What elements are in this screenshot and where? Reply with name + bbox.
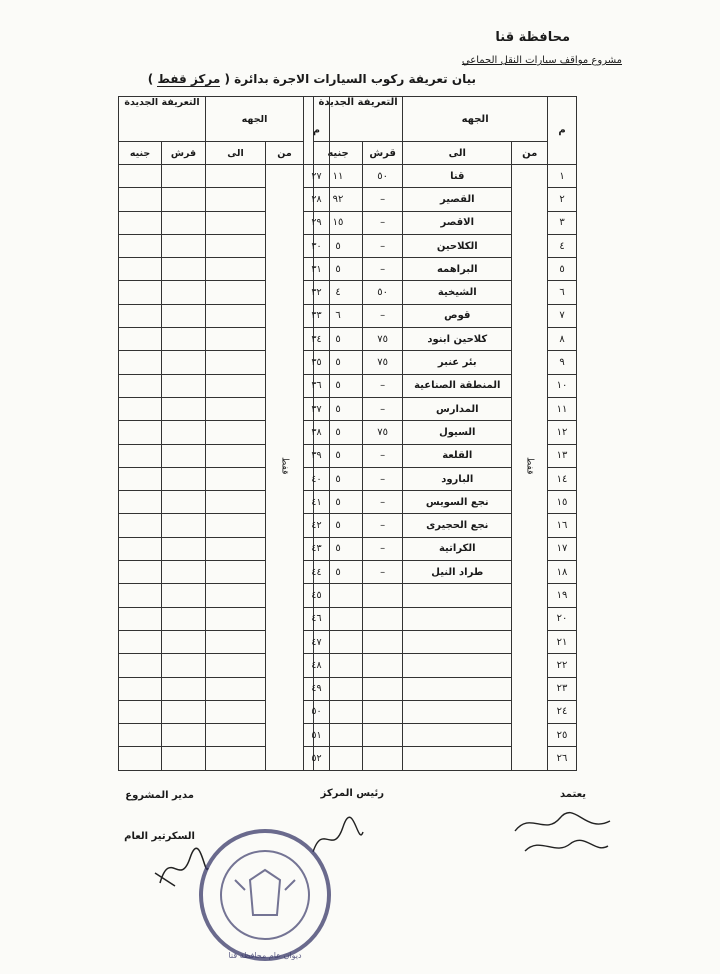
row-number: ١٩ (548, 584, 577, 607)
header-pound-left: جنيه (119, 142, 162, 165)
pound-cell: ٥ (314, 537, 363, 560)
destination-cell (403, 724, 512, 747)
destination-cell (206, 724, 266, 747)
row-number: ٩ (548, 351, 577, 374)
row-number: ١٦ (548, 514, 577, 537)
table-row (119, 165, 330, 188)
qirsh-cell (162, 211, 206, 234)
row-number: ٢٧ (304, 165, 330, 188)
qirsh-cell (162, 165, 206, 188)
qirsh-cell: – (363, 537, 403, 560)
pound-cell (119, 514, 162, 537)
row-number: ٢ (548, 188, 577, 211)
destination-cell (206, 281, 266, 304)
destination-cell: القصير (403, 188, 512, 211)
qirsh-cell: – (363, 444, 403, 467)
pound-cell (119, 211, 162, 234)
qirsh-cell (363, 654, 403, 677)
qirsh-cell (162, 630, 206, 653)
destination-cell (206, 700, 266, 723)
approved-label: يعتمد (560, 789, 586, 800)
pound-cell: ١٥ (314, 211, 363, 234)
qirsh-cell (162, 304, 206, 327)
title-text: بيان تعريفة ركوب السيارات الاجرة بدائرة ( (224, 72, 476, 86)
governorate-title: محافظة قنا (495, 30, 570, 45)
header-from-left: من (266, 142, 304, 165)
row-number: ١٣ (548, 444, 577, 467)
row-number: ٢٩ (304, 211, 330, 234)
qirsh-cell (162, 374, 206, 397)
row-number: ٣٥ (304, 351, 330, 374)
row-number: ٧ (548, 304, 577, 327)
qirsh-cell (162, 397, 206, 420)
district-name: مركز قفط (157, 72, 221, 86)
destination-cell (206, 258, 266, 281)
row-number: ٤٦ (304, 607, 330, 630)
qirsh-cell: ٥٠ (363, 165, 403, 188)
pound-cell (119, 165, 162, 188)
row-number: ٥ (548, 258, 577, 281)
pound-cell (119, 747, 162, 770)
destination-cell (403, 584, 512, 607)
qirsh-cell: – (363, 561, 403, 584)
destination-cell: الاقصر (403, 211, 512, 234)
qirsh-cell (162, 444, 206, 467)
row-number: ٦ (548, 281, 577, 304)
pound-cell: ٤ (314, 281, 363, 304)
title-close: ) (147, 72, 154, 86)
row-number: ٣٢ (304, 281, 330, 304)
row-number: ٢٥ (548, 724, 577, 747)
header-num-left: م (304, 97, 330, 165)
seal-text: ديوان عام محافظة قنا (228, 951, 302, 960)
destination-cell: الكراتية (403, 537, 512, 560)
destination-cell (403, 607, 512, 630)
destination-cell (403, 747, 512, 770)
pound-cell (119, 188, 162, 211)
destination-cell: الشيخية (403, 281, 512, 304)
destination-cell (206, 747, 266, 770)
pound-cell: ٥ (314, 561, 363, 584)
qirsh-cell: – (363, 397, 403, 420)
row-number: ١ (548, 165, 577, 188)
destination-cell (206, 444, 266, 467)
pound-cell: ٥ (314, 374, 363, 397)
qirsh-cell (162, 281, 206, 304)
destination-cell: قوص (403, 304, 512, 327)
pound-cell: ٥ (314, 444, 363, 467)
destination-cell (206, 421, 266, 444)
row-number: ٣ (548, 211, 577, 234)
header-tariff-left: التعريفة الجديدة (119, 97, 206, 142)
qirsh-cell (363, 677, 403, 700)
qirsh-cell: ٧٥ (363, 351, 403, 374)
header-to: الى (403, 142, 512, 165)
qirsh-cell: – (363, 374, 403, 397)
row-number: ٤٧ (304, 630, 330, 653)
row-number: ٤٨ (304, 654, 330, 677)
header-tariff: التعريفة الجديدة (314, 97, 403, 142)
qirsh-cell: – (363, 234, 403, 257)
pound-cell (119, 374, 162, 397)
row-number: ١١ (548, 397, 577, 420)
row-number: ٤٤ (304, 561, 330, 584)
row-number: ١٥ (548, 491, 577, 514)
page-title (148, 72, 476, 86)
destination-cell (206, 165, 266, 188)
row-number: ٢٣ (548, 677, 577, 700)
secretary-general-label: السكرتير العام (124, 831, 195, 842)
row-number: ١٨ (548, 561, 577, 584)
qirsh-cell (162, 747, 206, 770)
row-number: ٣٣ (304, 304, 330, 327)
qirsh-cell (162, 234, 206, 257)
qirsh-cell: – (363, 514, 403, 537)
pound-cell (119, 630, 162, 653)
pound-cell (119, 328, 162, 351)
qirsh-cell (162, 584, 206, 607)
qirsh-cell (162, 491, 206, 514)
project-manager-signature (510, 806, 620, 866)
from-value: قفط (524, 457, 535, 475)
from-cell (266, 165, 304, 771)
qirsh-cell (162, 607, 206, 630)
pound-cell: ٥ (314, 234, 363, 257)
qirsh-cell (162, 188, 206, 211)
qirsh-cell (363, 584, 403, 607)
qirsh-cell: ٥٠ (363, 281, 403, 304)
official-seal (195, 820, 335, 970)
destination-cell: كلاحين ابنود (403, 328, 512, 351)
header-pound: جنيه (314, 142, 363, 165)
destination-cell: نجع السويس (403, 491, 512, 514)
destination-cell: الكلاحين (403, 234, 512, 257)
destination-cell: قنا (403, 165, 512, 188)
pound-cell: ٥ (314, 421, 363, 444)
qirsh-cell (363, 700, 403, 723)
destination-cell (206, 374, 266, 397)
destination-cell: البراهمه (403, 258, 512, 281)
row-number: ٢٨ (304, 188, 330, 211)
row-number: ٤٩ (304, 677, 330, 700)
header-to-left: الى (206, 142, 266, 165)
qirsh-cell: ٧٥ (363, 421, 403, 444)
row-number: ٢١ (548, 630, 577, 653)
destination-cell (403, 654, 512, 677)
destination-cell (206, 630, 266, 653)
qirsh-cell: – (363, 188, 403, 211)
row-number: ١٧ (548, 537, 577, 560)
destination-cell (403, 677, 512, 700)
pound-cell (119, 607, 162, 630)
qirsh-cell: – (363, 211, 403, 234)
destination-cell (206, 397, 266, 420)
qirsh-cell (363, 747, 403, 770)
pound-cell (119, 677, 162, 700)
qirsh-cell: – (363, 304, 403, 327)
pound-cell: ٥ (314, 514, 363, 537)
destination-cell (206, 584, 266, 607)
header-from: من (512, 142, 548, 165)
destination-cell (206, 607, 266, 630)
pound-cell: ٩٢ (314, 188, 363, 211)
pound-cell (119, 561, 162, 584)
destination-cell (206, 514, 266, 537)
row-number: ١٤ (548, 467, 577, 490)
destination-cell: المدارس (403, 397, 512, 420)
pound-cell (119, 258, 162, 281)
pound-cell (119, 467, 162, 490)
row-number: ٣١ (304, 258, 330, 281)
destination-cell: بئر عنبر (403, 351, 512, 374)
pound-cell (119, 491, 162, 514)
destination-cell (206, 561, 266, 584)
qirsh-cell (363, 607, 403, 630)
destination-cell (206, 467, 266, 490)
qirsh-cell (162, 514, 206, 537)
destination-cell (403, 630, 512, 653)
row-number: ٣٠ (304, 234, 330, 257)
row-number: ٣٧ (304, 397, 330, 420)
tariff-table-left (118, 96, 330, 771)
pound-cell (119, 584, 162, 607)
row-number: ٢٤ (548, 700, 577, 723)
destination-cell: نجع الحجيرى (403, 514, 512, 537)
pound-cell: ٦ (314, 304, 363, 327)
destination-cell: البارود (403, 467, 512, 490)
row-number: ٢٦ (548, 747, 577, 770)
destination-cell: القلعة (403, 444, 512, 467)
destination-cell (206, 654, 266, 677)
qirsh-cell (363, 630, 403, 653)
destination-cell (206, 211, 266, 234)
row-number: ٢٢ (548, 654, 577, 677)
qirsh-cell (162, 537, 206, 560)
destination-cell: السيول (403, 421, 512, 444)
destination-cell (403, 700, 512, 723)
pound-cell (119, 444, 162, 467)
pound-cell (119, 700, 162, 723)
row-number: ٨ (548, 328, 577, 351)
table-row (314, 165, 577, 188)
project-manager-label: مدير المشروع (125, 790, 194, 801)
header-destination-left: الجهه (206, 97, 304, 142)
destination-cell (206, 491, 266, 514)
tariff-table-right (313, 96, 577, 771)
qirsh-cell: – (363, 467, 403, 490)
row-number: ٥٠ (304, 700, 330, 723)
row-number: ١٢ (548, 421, 577, 444)
destination-cell (206, 234, 266, 257)
pound-cell (119, 397, 162, 420)
qirsh-cell (363, 724, 403, 747)
destination-cell (206, 537, 266, 560)
destination-cell (206, 328, 266, 351)
center-head-label: رئيس المركز (320, 788, 384, 799)
from-value: قفط (279, 457, 290, 475)
header-qirsh-left: قرش (162, 142, 206, 165)
destination-cell (206, 188, 266, 211)
row-number: ٢٠ (548, 607, 577, 630)
row-number: ٥١ (304, 724, 330, 747)
row-number: ١٠ (548, 374, 577, 397)
row-number: ٤ (548, 234, 577, 257)
pound-cell: ٥ (314, 397, 363, 420)
pound-cell (119, 654, 162, 677)
destination-cell (206, 304, 266, 327)
qirsh-cell (162, 351, 206, 374)
row-number: ٤٢ (304, 514, 330, 537)
destination-cell: طراد النيل (403, 561, 512, 584)
pound-cell (119, 421, 162, 444)
pound-cell (119, 537, 162, 560)
pound-cell: ٥ (314, 258, 363, 281)
row-number: ٣٤ (304, 328, 330, 351)
qirsh-cell (162, 258, 206, 281)
project-name: مشروع مواقف سيارات النقل الجماعي (461, 55, 622, 66)
qirsh-cell (162, 421, 206, 444)
pound-cell: ٥ (314, 328, 363, 351)
qirsh-cell: ٧٥ (363, 328, 403, 351)
header-destination: الجهه (403, 97, 548, 142)
header-qirsh: قرش (363, 142, 403, 165)
pound-cell: ٥ (314, 467, 363, 490)
qirsh-cell (162, 677, 206, 700)
qirsh-cell: – (363, 258, 403, 281)
destination-cell (206, 351, 266, 374)
row-number: ٣٦ (304, 374, 330, 397)
header-num: م (548, 97, 577, 165)
pound-cell: ٥ (314, 491, 363, 514)
qirsh-cell (162, 467, 206, 490)
pound-cell: ١١ (314, 165, 363, 188)
row-number: ٣٨ (304, 421, 330, 444)
row-number: ٤٣ (304, 537, 330, 560)
pound-cell (119, 351, 162, 374)
qirsh-cell (162, 561, 206, 584)
row-number: ٤١ (304, 491, 330, 514)
from-cell (512, 165, 548, 771)
row-number: ٥٢ (304, 747, 330, 770)
qirsh-cell (162, 724, 206, 747)
destination-cell (206, 677, 266, 700)
destination-cell: المنطقة الصناعية (403, 374, 512, 397)
qirsh-cell (162, 328, 206, 351)
pound-cell (119, 281, 162, 304)
pound-cell: ٥ (314, 351, 363, 374)
pound-cell (119, 724, 162, 747)
pound-cell (119, 234, 162, 257)
row-number: ٣٩ (304, 444, 330, 467)
qirsh-cell (162, 654, 206, 677)
qirsh-cell (162, 700, 206, 723)
pound-cell (119, 304, 162, 327)
row-number: ٤٥ (304, 584, 330, 607)
qirsh-cell: – (363, 491, 403, 514)
row-number: ٤٠ (304, 467, 330, 490)
